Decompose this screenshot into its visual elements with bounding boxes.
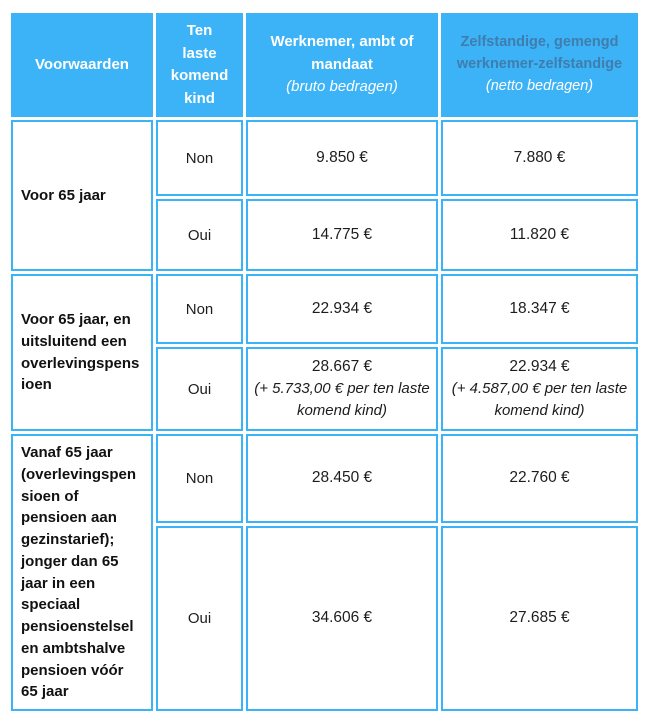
table-row	[11, 274, 638, 344]
child-cell: Oui	[156, 526, 243, 711]
amount-zelfstandige: 22.760 €	[441, 434, 638, 523]
header-voorwaarden: Voorwaarden	[11, 13, 153, 117]
child-cell: Non	[156, 434, 243, 523]
child-cell: Non	[156, 274, 243, 344]
header-zelfstandige	[441, 13, 638, 117]
amount-note: (+ 5.733,00 € per ten laste komend kind)	[254, 380, 430, 420]
condition-cell-voor-65-jaar: Voor 65 jaar	[11, 120, 153, 271]
header-zelfstandige-title: Zelfstandige, gemengd werknemer-zelfstandige	[456, 34, 623, 73]
amount-zelfstandige	[441, 347, 638, 431]
child-cell: Oui	[156, 199, 243, 271]
header-zelfstandige-subtitle: (netto bedragen)	[485, 77, 594, 94]
amount-zelfstandige: 11.820 €	[441, 199, 638, 271]
child-cell: Non	[156, 120, 243, 196]
condition-cell-overlevingspensioen: Voor 65 jaar, en uitsluitend een overlevingspensioen	[11, 274, 153, 431]
header-werknemer-subtitle: (bruto bedragen)	[286, 78, 398, 96]
amount-werknemer	[246, 347, 438, 431]
amount-werknemer: 34.606 €	[246, 526, 438, 711]
header-row	[11, 13, 638, 117]
amount-zelfstandige: 7.880 €	[441, 120, 638, 196]
amount-value: 28.667 €	[311, 358, 373, 376]
header-ten-laste-komend-kind: Ten laste komend kind	[156, 13, 243, 117]
header-werknemer	[246, 13, 438, 117]
amount-werknemer: 9.850 €	[246, 120, 438, 196]
pension-amounts-table	[8, 10, 641, 714]
condition-cell-vanaf-65-jaar: Vanaf 65 jaar (overlevingspensioen of pensioen aan gezinstarief); jonger dan 65 jaar in een speciaal pensioenstelsel en ambtshalve pensioen vóór 65 jaar	[11, 434, 153, 711]
header-werknemer-title: Werknemer, ambt of mandaat	[270, 33, 414, 73]
table-row	[11, 434, 638, 523]
amount-werknemer: 28.450 €	[246, 434, 438, 523]
amount-zelfstandige: 18.347 €	[441, 274, 638, 344]
child-cell: Oui	[156, 347, 243, 431]
amount-value: 22.934 €	[509, 358, 570, 376]
amount-note: (+ 4.587,00 € per ten laste komend kind)	[451, 380, 628, 420]
amount-zelfstandige: 27.685 €	[441, 526, 638, 711]
amount-werknemer: 22.934 €	[246, 274, 438, 344]
amount-werknemer: 14.775 €	[246, 199, 438, 271]
table-row	[11, 120, 638, 196]
